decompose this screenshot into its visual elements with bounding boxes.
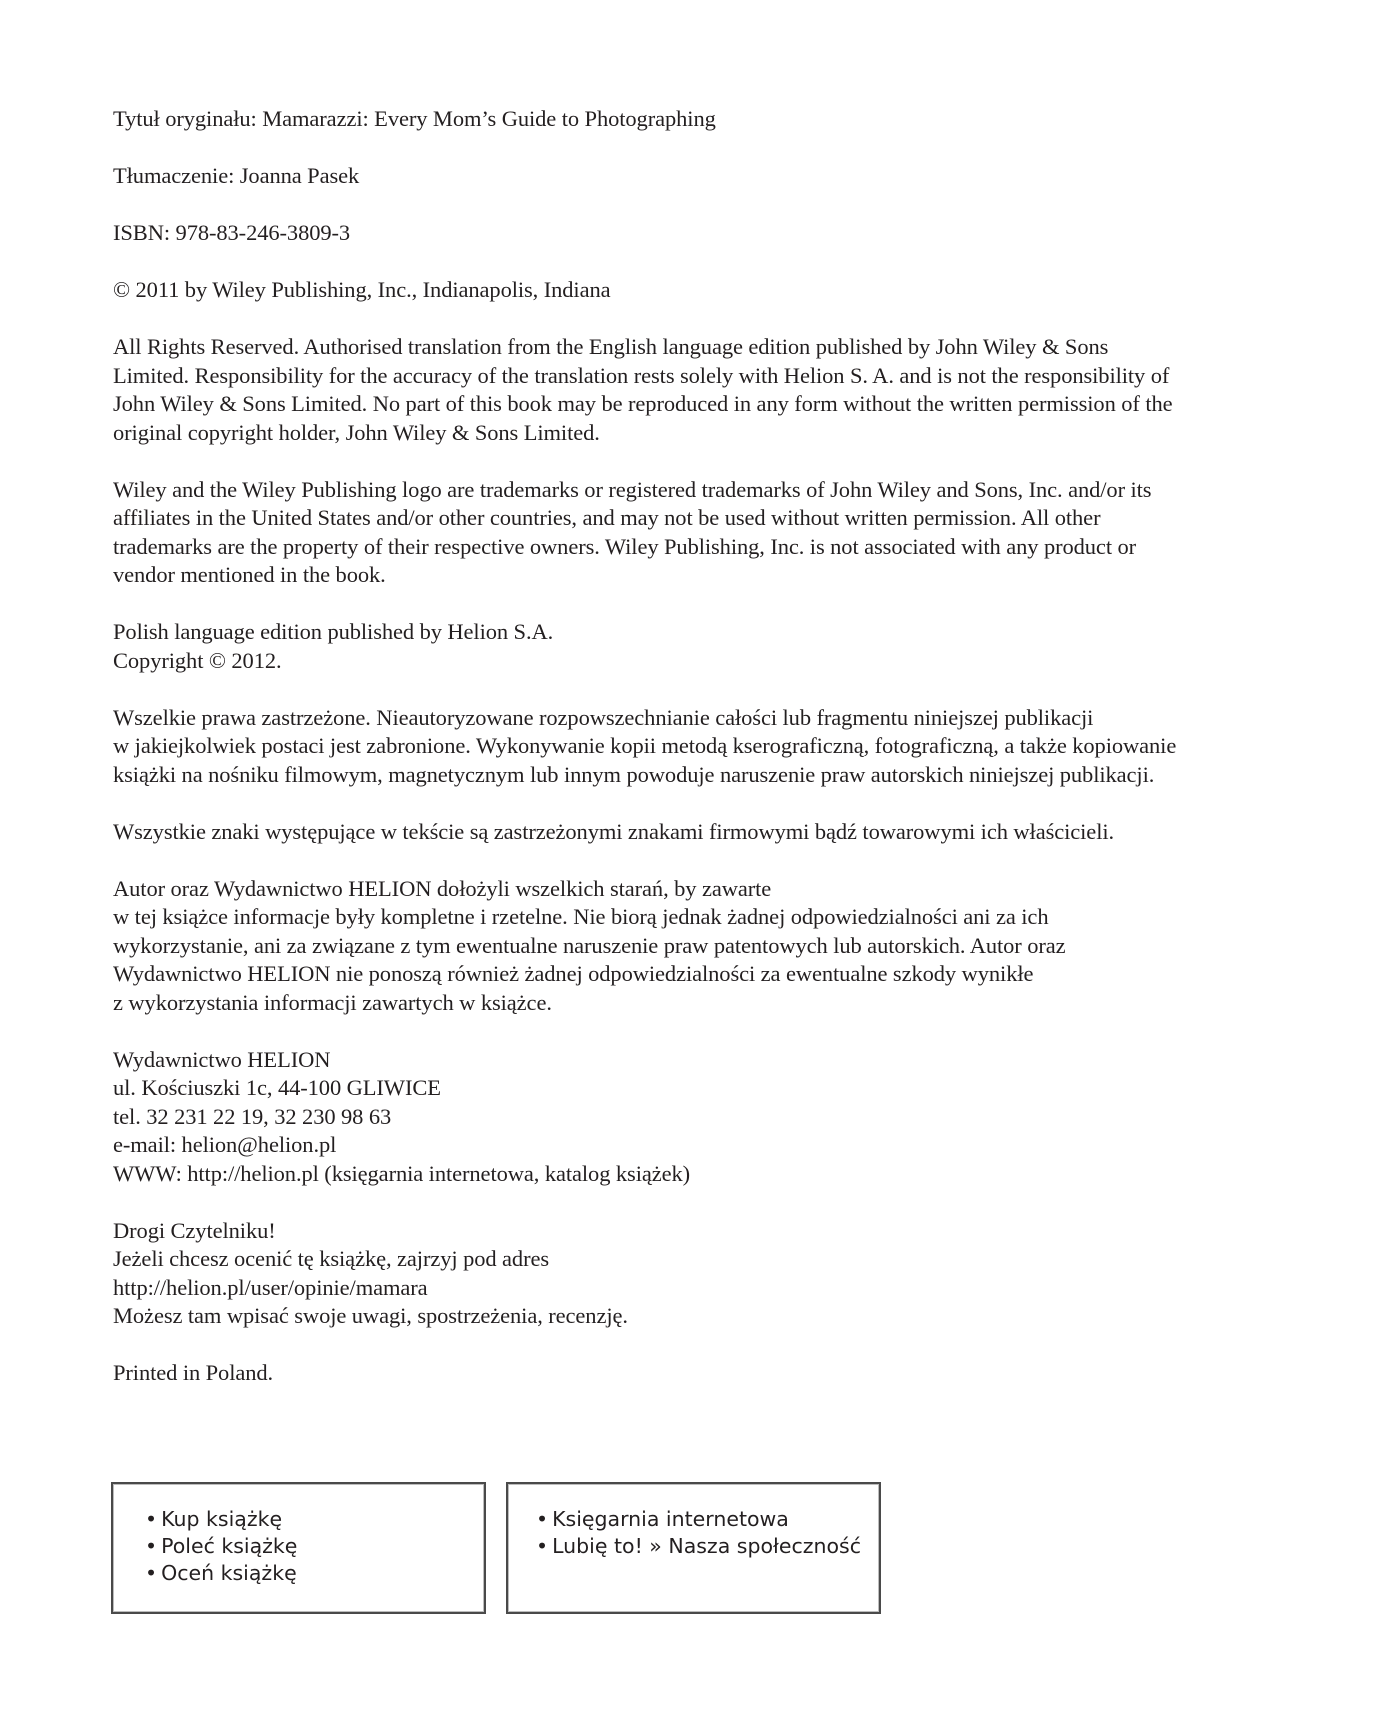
polish-edition-line: Polish language edition published by Helion S.A. xyxy=(113,619,554,644)
polish-edition-line: Copyright © 2012. xyxy=(113,647,282,673)
autor-line: Wydawnictwo HELION nie ponoszą również żadnej odpowiedzialności za ewentualne szkody wynikłe xyxy=(113,961,1034,986)
autor-line: wykorzystanie, ani za związane z tym ewentualne naruszenie praw patentowych lub autorskich. Autor oraz xyxy=(113,932,1066,958)
autor-line: z wykorzystania informacji zawartych w książce. xyxy=(113,989,552,1015)
rate-book-label: Oceń książkę xyxy=(161,1561,297,1585)
reader-line: Możesz tam wpisać swoje uwagi, spostrzeżenia, recenzję. xyxy=(113,1303,628,1328)
rights-reserved-paragraph xyxy=(113,333,1293,447)
trademarks-line: vendor mentioned in the book. xyxy=(113,562,386,587)
book-actions-box xyxy=(111,1482,486,1614)
printed-in xyxy=(113,1359,1293,1388)
translator xyxy=(113,162,1293,191)
bullet-icon: • xyxy=(536,1534,549,1558)
publisher-address xyxy=(113,1046,1293,1189)
prawa-paragraph xyxy=(113,704,1293,790)
translator-line: Tłumaczenie: Joanna Pasek xyxy=(113,163,360,188)
trademarks-line: affiliates in the United States and/or other countries, and may not be used without written permission. All other xyxy=(113,505,1101,530)
community-link[interactable] xyxy=(536,1533,879,1560)
buy-book-label: Kup książkę xyxy=(161,1507,283,1531)
trademarks-paragraph xyxy=(113,476,1293,590)
online-bookstore-label: Księgarnia internetowa xyxy=(552,1507,789,1531)
znaki-line: Wszystkie znaki występujące w tekście są zastrzeżonymi znakami firmowymi bądź towarowymi ich właścicieli. xyxy=(113,818,1115,844)
bullet-icon: • xyxy=(145,1507,158,1531)
store-links-box xyxy=(506,1482,881,1614)
isbn-line: ISBN: 978-83-246-3809-3 xyxy=(113,220,351,245)
community-label: Lubię to! » Nasza społeczność xyxy=(552,1534,861,1558)
copyright-wiley xyxy=(113,276,1293,305)
publisher-phone: tel. 32 231 22 19, 32 230 98 63 xyxy=(113,1103,392,1129)
znaki-paragraph xyxy=(113,818,1293,847)
trademarks-line: Wiley and the Wiley Publishing logo are trademarks or registered trademarks of John Wiley and Sons, Inc. and/or its xyxy=(113,476,1152,502)
prawa-line: książki na nośniku filmowym, magnetycznym lub innym powoduje naruszenie praw autorskich niniejszej publikacji. xyxy=(113,761,1155,787)
prawa-line: w jakiejkolwiek postaci jest zabronione. Wykonywanie kopii metodą kserograficzną, fotograficzną, a także kopiowanie xyxy=(113,733,1177,758)
reader-greeting: Drogi Czytelniku! xyxy=(113,1217,276,1243)
original-title-line: Tytuł oryginału: Mamarazzi: Every Mom’s Guide to Photographing xyxy=(113,106,716,131)
autor-line: Autor oraz Wydawnictwo HELION dołożyli wszelkich starań, by zawarte xyxy=(113,875,772,901)
publisher-email: e-mail: helion@helion.pl xyxy=(113,1132,337,1157)
autor-paragraph xyxy=(113,875,1293,1018)
bullet-icon: • xyxy=(145,1561,158,1585)
rights-line: Limited. Responsibility for the accuracy of the translation rests solely with Helion S. A. and is not the responsibility of xyxy=(113,362,1170,388)
bullet-icon: • xyxy=(536,1507,549,1531)
printed-in-line: Printed in Poland. xyxy=(113,1360,274,1385)
polish-edition-paragraph xyxy=(113,618,1293,675)
reader-line: Jeżeli chcesz ocenić tę książkę, zajrzyj pod adres xyxy=(113,1246,550,1271)
reader-url: http://helion.pl/user/opinie/mamara xyxy=(113,1274,428,1300)
buy-book-link[interactable] xyxy=(145,1506,484,1533)
recommend-book-label: Poleć książkę xyxy=(161,1534,298,1558)
trademarks-line: trademarks are the property of their respective owners. Wiley Publishing, Inc. is not associated with any product or xyxy=(113,533,1137,559)
bullet-icon: • xyxy=(145,1534,158,1558)
rights-line: All Rights Reserved. Authorised translation from the English language edition published by John Wiley & Sons xyxy=(113,334,1109,359)
recommend-book-link[interactable] xyxy=(145,1533,484,1560)
isbn xyxy=(113,219,1293,248)
copyright-wiley-line: © 2011 by Wiley Publishing, Inc., Indianapolis, Indiana xyxy=(113,277,611,302)
publisher-name: Wydawnictwo HELION xyxy=(113,1046,331,1072)
copyright-page-text xyxy=(113,105,1293,1416)
reader-note xyxy=(113,1217,1293,1331)
prawa-line: Wszelkie prawa zastrzeżone. Nieautoryzowane rozpowszechnianie całości lub fragmentu niniejszej publikacji xyxy=(113,704,1094,730)
autor-line: w tej książce informacje były kompletne i rzetelne. Nie biorą jednak żadnej odpowiedzialności ani za ich xyxy=(113,904,1049,929)
rate-book-link[interactable] xyxy=(145,1560,484,1587)
publisher-www: WWW: http://helion.pl (księgarnia internetowa, katalog książek) xyxy=(113,1160,691,1186)
rights-line: original copyright holder, John Wiley & Sons Limited. xyxy=(113,419,600,445)
rights-line: John Wiley & Sons Limited. No part of this book may be reproduced in any form without the written permission of the xyxy=(113,391,1173,416)
publisher-street: ul. Kościuszki 1c, 44-100 GLIWICE xyxy=(113,1075,441,1100)
original-title xyxy=(113,105,1293,134)
online-bookstore-link[interactable] xyxy=(536,1506,879,1533)
